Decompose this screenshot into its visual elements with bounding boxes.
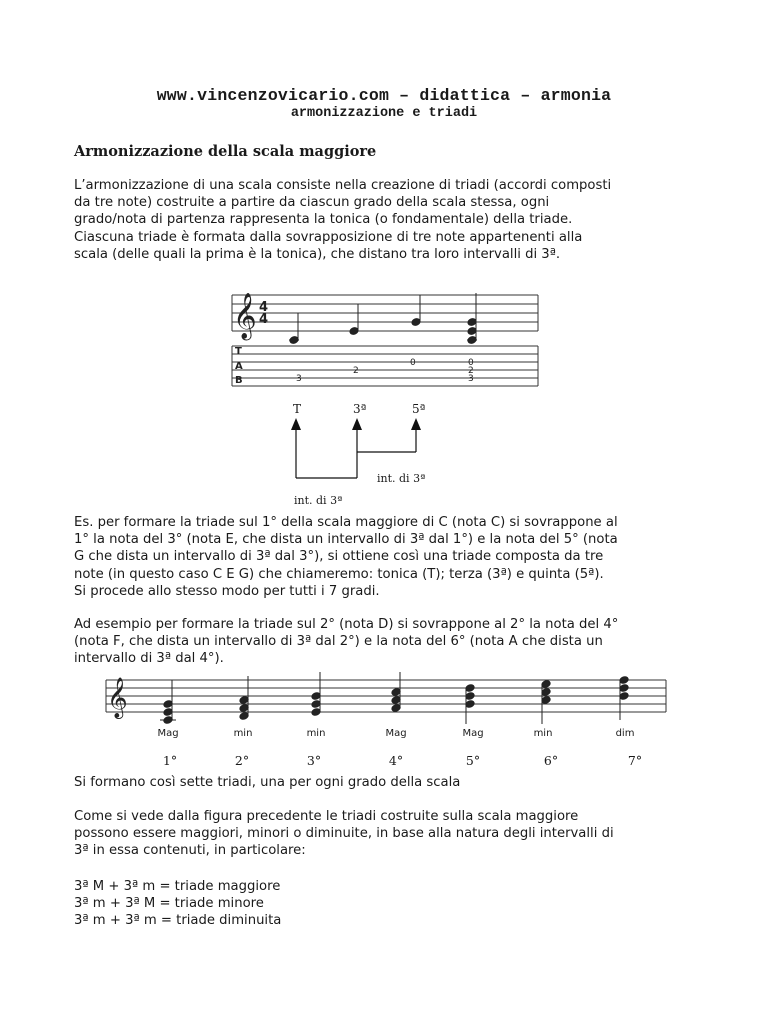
label-third: 3ª xyxy=(353,402,367,416)
example-line: Es. per formare la triade sul 1° della scala maggiore di C (nota C) si sovrappone al xyxy=(74,515,618,530)
caption xyxy=(74,774,734,791)
second-line: (nota F, che dista un intervallo di 3ª dal 2°) e la nota del 6° (nota A che dista un xyxy=(74,634,603,650)
tab-letter-a: A xyxy=(235,361,243,372)
triad-quality: Mag xyxy=(385,728,407,739)
label-fifth: 5ª xyxy=(412,402,426,416)
triad-rules xyxy=(74,878,734,930)
fret-number: 3 xyxy=(296,374,302,384)
staff-lines xyxy=(232,295,538,331)
treble-clef-icon: 𝄞 xyxy=(233,293,257,339)
closing-line: possono essere maggiori, minori o diminuite, in base alla natura degli intervalli di xyxy=(74,826,614,842)
interval-label-left: int. di 3ª xyxy=(294,494,343,507)
intro-line: L’armonizzazione di una scala consiste nella creazione di triadi (accordi composti xyxy=(74,178,612,193)
triad-degree: 4° xyxy=(388,753,404,768)
intro-paragraph xyxy=(74,177,734,263)
fret-number: 3 xyxy=(468,374,474,384)
page-subtitle: armonizzazione e triadi xyxy=(290,106,478,121)
example-line: note (in questo caso C E G) che chiameremo: tonica (T); terza (3ª) e quinta (5ª). xyxy=(74,566,604,582)
triad-quality: min xyxy=(306,728,326,739)
example-line: Si procede allo stesso modo per tutti i 7 gradi. xyxy=(74,583,380,599)
intro-line: grado/nota di partenza rappresenta la tonica (o fondamentale) della triade. xyxy=(74,212,573,228)
arrow-up-icon xyxy=(411,418,421,430)
example-line: 1° la nota del 3° (nota E, che dista un intervallo di 3ª dal 1°) e la nota del 5° (nota xyxy=(74,532,618,548)
triad-quality: min xyxy=(533,728,553,739)
closing-line: Come si vede dalla figura precedente le triadi costruite sulla scala maggiore xyxy=(74,809,579,824)
treble-clef-icon: 𝄞 xyxy=(107,678,128,718)
intro-line: Ciascuna triade è formata dalla sovrapposizione di tre note appartenenti alla xyxy=(74,229,583,245)
interval-label-right: int. di 3ª xyxy=(377,472,426,485)
example-line: G che dista un intervallo di 3ª dal 3°), si ottiene così una triade composta da tre xyxy=(74,549,604,565)
triad-degree: 1° xyxy=(162,753,178,768)
tab-letter-t: T xyxy=(235,346,242,357)
label-tonic: T xyxy=(293,402,302,416)
triad-quality: Mag xyxy=(157,728,179,739)
example-paragraph xyxy=(74,514,734,600)
site-title: www.vincenzovicario.com – didattica – armonia xyxy=(156,86,612,105)
triad-quality: dim xyxy=(615,728,635,739)
closing-paragraph xyxy=(74,808,734,860)
staff-tab-figure xyxy=(226,283,542,393)
second-line: Ad esempio per formare la triade sul 2° (nota D) si sovrappone al 2° la nota del 4° xyxy=(74,617,619,632)
closing-line: 3ª in essa contenuti, in particolare: xyxy=(74,843,306,859)
intro-line: scala (delle quali la prima è la tonica), che distano tra loro intervalli di 3ª. xyxy=(74,246,561,262)
time-signature-top: 4 xyxy=(259,300,269,315)
fret-number: 2 xyxy=(468,366,474,376)
arrow-up-icon xyxy=(291,418,301,430)
triad-degree: 7° xyxy=(627,753,643,768)
rule-line: 3ª m + 3ª m = triade diminuita xyxy=(74,913,282,929)
second-line: intervallo di 3ª dal 4°). xyxy=(74,651,224,667)
triad-degree: 2° xyxy=(234,753,250,768)
triad-quality: Mag xyxy=(462,728,484,739)
tab-lines xyxy=(232,346,538,386)
triad-degree: 5° xyxy=(465,753,481,768)
triad-degree: 6° xyxy=(543,753,559,768)
melody-notes xyxy=(289,293,477,344)
section-heading: Armonizzazione della scala maggiore xyxy=(74,143,377,160)
triad-quality: min xyxy=(233,728,253,739)
fret-number: 0 xyxy=(468,358,474,368)
triad-degree: 3° xyxy=(306,753,322,768)
time-signature-bottom: 4 xyxy=(259,312,269,327)
rule-line: 3ª M + 3ª m = triade maggiore xyxy=(74,879,281,894)
triads-staff-figure xyxy=(104,672,668,724)
tab-letter-b: B xyxy=(235,375,243,386)
rule-line: 3ª m + 3ª M = triade minore xyxy=(74,896,264,912)
fret-number: 2 xyxy=(353,366,359,376)
second-paragraph xyxy=(74,616,734,668)
arrow-up-icon xyxy=(352,418,362,430)
caption-line: Si formano così sette triadi, una per ogni grado della scala xyxy=(74,775,461,790)
intro-line: da tre note) costruite a partire da ciascun grado della scala stessa, ogni xyxy=(74,195,550,211)
fret-number: 0 xyxy=(410,358,416,368)
